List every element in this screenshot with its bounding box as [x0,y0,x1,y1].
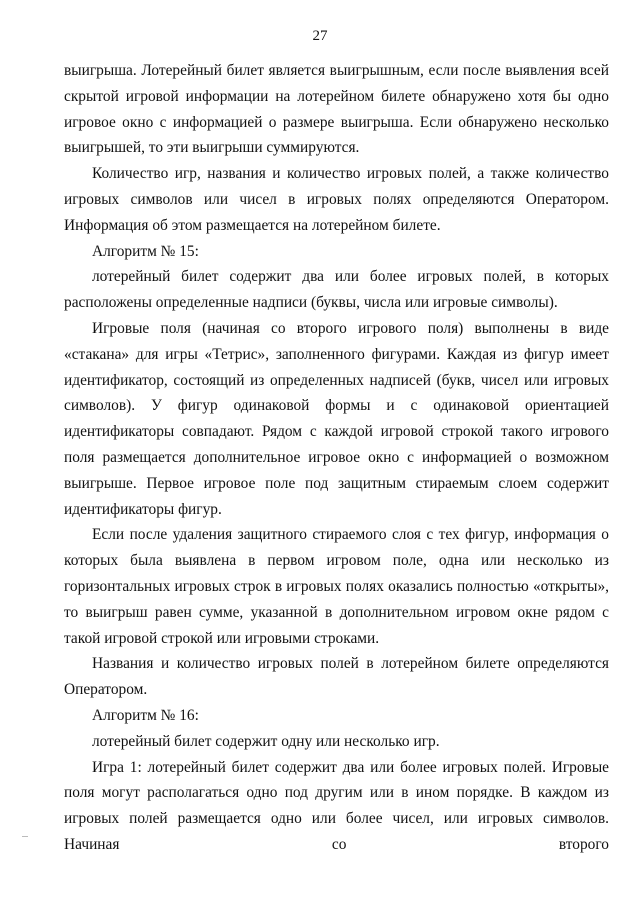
document-body [64,58,609,858]
algorithm-15-operator-note: Названия и количество игровых полей в лотерейном билете определяются Оператором. [64,655,609,699]
algorithm-15-intro: лотерейный билет содержит два или более игровых полей, в которых расположены определенные надписи (буквы, числа или игровые символы). [64,268,609,312]
algorithm-15-winning-rule: Если после удаления защитного стираемого слоя с тех фигур, информация о которых была выявлена в первом игровом поле, одна или несколько из горизонтальных игровых строк в игровых полях оказались полностью «открыты», то выигрыш равен сумме, указанной в дополнительном игровом окне рядом с такой игровой строкой или игровыми строками. [64,526,609,647]
page-number: 27 [312,28,328,44]
paragraph-continuation: выигрыша. Лотерейный билет является выигрышным, если после выявления всей скрытой игровой информации на лотерейном билете обнаружено хотя бы одно игровое окно с информацией о размере выигрыша. Если обнаружено несколько выигрышей, то эти выигрыши суммируются. [64,62,609,157]
algorithm-16-game-1: Игра 1: лотерейный билет содержит два или более игровых полей. Игровые поля могут располагаться одно под другим или в ином порядке. В каждом из игровых полей размещается одно или более чисел, или игровых символов. Начиная со второго [64,758,609,853]
scan-artifact [22,836,28,837]
paragraph-game-quantity: Количество игр, названия и количество игровых полей, а также количество игровых символов или чисел в игровых полях определяются Оператором. Информация об этом размещается на лотерейном билете. [64,165,609,234]
algorithm-15-tetris-fields: Игровые поля (начиная со второго игрового поля) выполнены в виде «стакана» для игры «Тетрис», заполненного фигурами. Каждая из фигур имеет идентификатор, состоящий из определенных надписей (букв, чисел или игровых символов). У фигур одинаковой формы и с одинаковой ориентацией идентификаторы совпадают. Рядом с каждой игровой строкой такого игрового поля размещается дополнительное игровое окно с информацией о возможном выигрыше. Первое игровое поле под защитным стираемым слоем содержит идентификаторы фигур. [64,319,609,518]
algorithm-16-intro: лотерейный билет содержит одну или несколько игр. [92,732,440,750]
algorithm-15-heading: Алгоритм № 15: [92,242,199,260]
algorithm-16-heading: Алгоритм № 16: [92,706,199,724]
